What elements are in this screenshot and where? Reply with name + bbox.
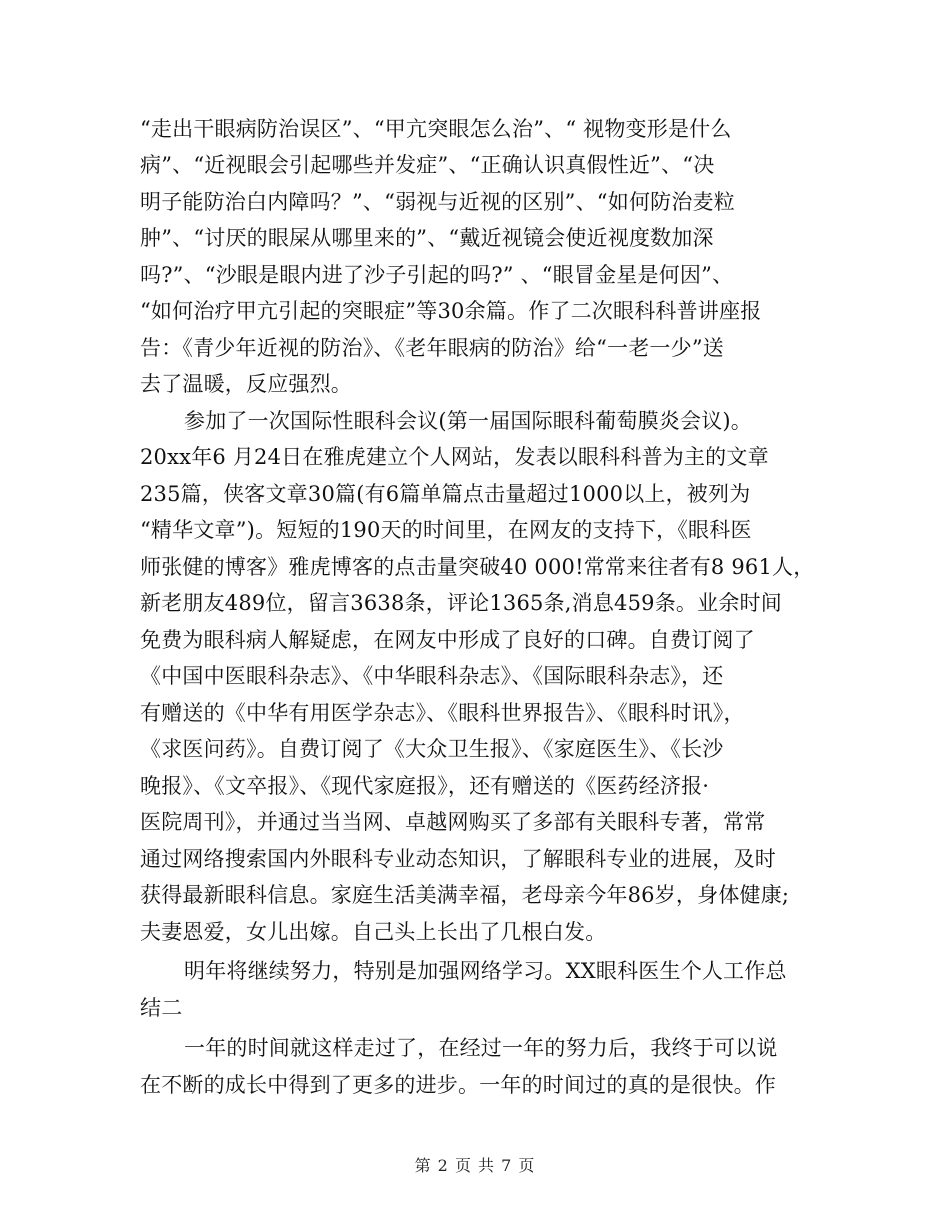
- text-line: 通过网络搜索国内外眼科专业动态知识，了解眼科专业的进展，及时: [140, 847, 776, 871]
- text-line: 吗?”、“沙眼是眼内进了沙子引起的吗?” 、“眼冒金星是何因”、: [140, 263, 734, 287]
- text-line: 夫妻恩爱，女儿出嫁。自己头上长出了几根白发。: [140, 920, 607, 944]
- text-line: 明子能防治白内障吗？”、“弱视与近视的区别”、“如何防治麦粒: [140, 190, 735, 214]
- paragraph-start-line: 明年将继续努力，特别是加强网络学习。XX眼科医生个人工作总: [184, 959, 787, 983]
- text-line: 去了温暖，反应强烈。: [140, 372, 352, 396]
- text-line: 在不断的成长中得到了更多的进步。一年的时间过的真的是很快。作: [140, 1073, 776, 1097]
- text-line: 新老朋友489位，留言3638条，评论1365条,消息459条。业余时间: [140, 591, 782, 615]
- page-number-footer: 第 2 页 共 7 页: [414, 1156, 536, 1175]
- paragraph-start-line: 一年的时间就这样走过了，在经过一年的努力后，我终于可以说: [184, 1036, 778, 1060]
- text-line: “如何治疗甲亢引起的突眼症”等30余篇。作了二次眼科科普讲座报: [140, 299, 762, 323]
- text-line: 获得最新眼科信息。家庭生活美满幸福，老母亲今年86岁，身体健康;: [140, 883, 790, 907]
- text-line: 病”、“近视眼会引起哪些并发症”、“正确认识真假性近”、“决: [140, 153, 715, 177]
- text-line: 235篇，侠客文章30篇(有6篇单篇点击量超过1000以上，被列为: [140, 482, 751, 506]
- text-line: 晚报》、《文卒报》、《现代家庭报》，还有赠送的《医药经济报·: [140, 774, 710, 798]
- text-line: 结二: [140, 996, 183, 1020]
- text-line: 免费为眼科病人解疑虑，在网友中形成了良好的口碑。自费订阅了: [140, 628, 755, 652]
- text-line: 师张健的博客》雅虎博客的点击量突破40 000!常常来往者有8 961人，: [140, 555, 815, 579]
- text-line: 肿”、“讨厌的眼屎从哪里来的”、“戴近视镜会使近视度数加深: [140, 226, 714, 250]
- text-line: 有赠送的《中华有用医学杂志》、《眼科世界报告》、《眼科时讯》，: [140, 701, 745, 725]
- text-line: “走出干眼病防治误区”、“甲亢突眼怎么治”、“ 视物变形是什么: [140, 117, 732, 141]
- text-line: 告：《青少年近视的防治》、《老年眼病的防治》给“一老一少”送: [140, 336, 724, 360]
- text-line: 《求医问药》。自费订阅了《大众卫生报》、《家庭医生》、《长沙: [140, 737, 724, 761]
- text-line: “精华文章”)。短短的190天的时间里，在网友的支持下，《眼科医: [140, 518, 752, 542]
- paragraph-start-line: 参加了一次国际性眼科会议(第一届国际眼科葡萄膜炎会议)。: [184, 409, 752, 433]
- text-line: 《中国中医眼科杂志》、《中华眼科杂志》、《国际眼科杂志》，还: [140, 664, 724, 688]
- text-line: 20xx年6 月24日在雅虎建立个人网站，发表以眼科科普为主的文章: [140, 445, 769, 469]
- text-line: 医院周刊》，并通过当当网、卓越网购买了多部有关眼科专著，常常: [140, 810, 766, 834]
